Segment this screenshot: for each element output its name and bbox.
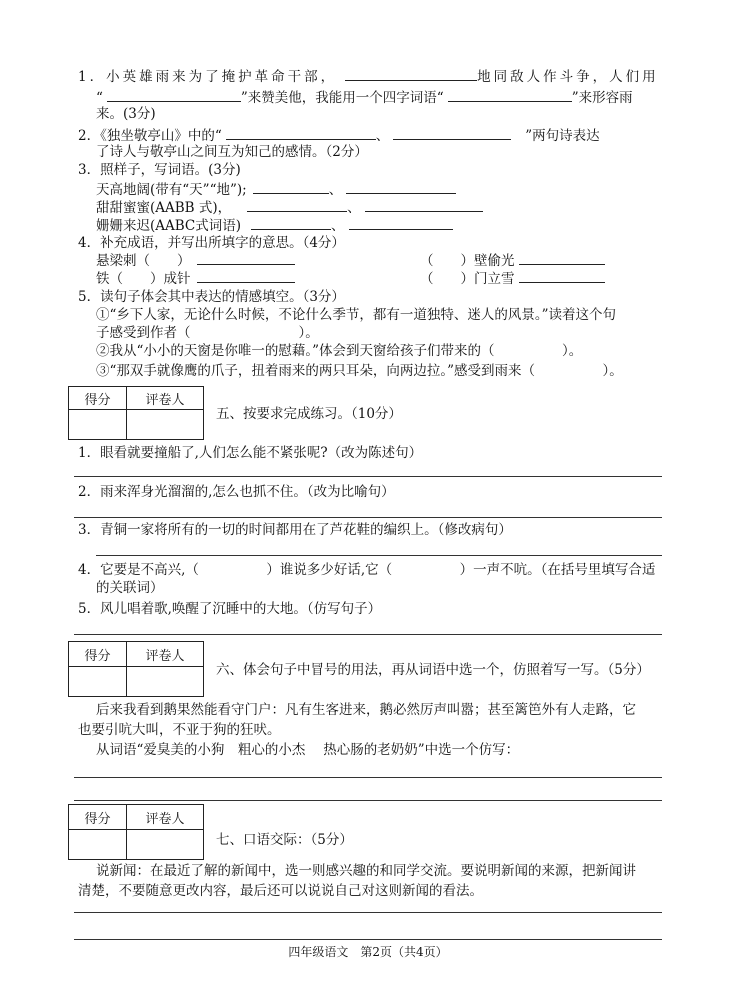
section-5-title: 五、按要求完成练习。（10分） bbox=[216, 406, 402, 422]
sec5-item4-a: 4．它要是不高兴,（ ）谁说多少好话,它（ ）一声不吭。（在括号里填写合适 bbox=[78, 562, 656, 578]
q3-blank-6[interactable] bbox=[349, 215, 453, 230]
answer-line[interactable] bbox=[96, 555, 662, 556]
score-box-5 bbox=[68, 386, 204, 440]
section-6-title: 六、体会句子中冒号的用法，再从词语中选一个，仿照着写一写。（5分） bbox=[216, 662, 650, 678]
answer-line[interactable] bbox=[74, 777, 662, 778]
page-footer: 四年级语文 第2页（共4页） bbox=[288, 945, 448, 959]
q1-line3: 来。(3分) bbox=[96, 106, 156, 122]
sec5-item3: 3．青铜一家将所有的一切的时间都用在了芦花鞋的编织上。（修改病句） bbox=[78, 522, 512, 538]
q5-sentence3: ③“那双手就像鹰的爪子，扭着雨来的两只耳朵，向两边拉。”感受到雨来（ ）。 bbox=[96, 363, 623, 379]
score-cell[interactable] bbox=[69, 410, 127, 440]
score-cell[interactable] bbox=[69, 667, 127, 697]
score-box-7 bbox=[68, 804, 204, 860]
q4-blank-b[interactable] bbox=[519, 250, 605, 265]
sec6-prompt: 从词语“爱臭美的小狗 粗心的小杰 热心肠的老奶奶”中选一个仿写： bbox=[96, 742, 520, 758]
sec5-item5: 5．风儿唱着歌,唤醒了沉睡中的大地。（仿写句子） bbox=[78, 601, 382, 617]
q4-idiom-b: （ ）壁偷光 bbox=[420, 250, 605, 270]
q3-row2: 甜甜蜜蜜(AABB 式)， 、 bbox=[96, 197, 483, 217]
q3-title: 3．照样子，写词语。(3分) bbox=[78, 162, 241, 178]
grader-label: 评卷人 bbox=[127, 387, 204, 410]
score-label: 得分 bbox=[69, 805, 127, 830]
q2-line1: 2．《独坐敬亭山》中的“ 、 ”两句诗表达 bbox=[78, 125, 600, 145]
score-label: 得分 bbox=[69, 387, 127, 410]
grader-label: 评卷人 bbox=[127, 805, 204, 830]
q4-idiom-d: （ ）门立雪 bbox=[420, 268, 605, 288]
answer-line[interactable] bbox=[74, 517, 662, 518]
sec5-item1: 1．眼看就要撞船了,人们怎么能不紧张呢?（改为陈述句） bbox=[78, 445, 423, 461]
grader-cell[interactable] bbox=[127, 830, 204, 860]
q3-row1: 天高地阔(带有“天”“地”); 、 bbox=[96, 179, 456, 199]
answer-line[interactable] bbox=[74, 634, 662, 635]
sec5-item4-b: 的关联词） bbox=[96, 580, 164, 596]
q3-blank-5[interactable] bbox=[251, 215, 331, 230]
q3-row3: 姗姗来迟(AABC式词语) 、 bbox=[96, 215, 453, 235]
score-label: 得分 bbox=[69, 642, 127, 667]
sec6-passage-b: 也要引吭大叫，不亚于狗的狂吠。 bbox=[78, 722, 281, 738]
sec5-item2: 2．雨来浑身光溜溜的,怎么也抓不住。（改为比喻句） bbox=[78, 484, 395, 500]
section-7-title: 七、口语交际：（5分） bbox=[216, 832, 353, 848]
sec7-passage-b: 清楚，不要随意更改内容，最后还可以说说自己对这则新闻的看法。 bbox=[78, 883, 483, 899]
footer-rule bbox=[74, 939, 662, 940]
score-cell[interactable] bbox=[69, 830, 127, 860]
q4-title: 4．补充成语，并写出所填字的意思。（4分） bbox=[78, 235, 345, 251]
q4-idiom-a: 悬梁刺（ ） bbox=[96, 250, 295, 270]
q1-blank-2[interactable] bbox=[107, 87, 241, 102]
q4-blank-d[interactable] bbox=[519, 268, 605, 283]
grader-cell[interactable] bbox=[127, 667, 204, 697]
q1-line2: “ ”来赞美他，我能用一个四字词语“ ”来形容雨 bbox=[96, 87, 633, 107]
sec6-passage-a: 后来我看到鹅果然能看守门户：凡有生客进来，鹅必然厉声叫嚣；甚至篱笆外有人走路，它 bbox=[96, 702, 636, 718]
q3-blank-2[interactable] bbox=[346, 179, 456, 194]
q3-blank-1[interactable] bbox=[253, 179, 329, 194]
q5-sentence1-b: 子感受到作者（ ）。 bbox=[96, 325, 319, 341]
q5-sentence1-a: ①“乡下人家，无论什么时候，不论什么季节，都有一道独特、迷人的风景。”读着这个句 bbox=[96, 307, 617, 323]
q2-line2: 了诗人与敬亭山之间互为知己的感情。（2分） bbox=[96, 144, 368, 160]
q3-blank-4[interactable] bbox=[365, 197, 483, 212]
q5-title: 5．读句子体会其中表达的情感填空。（3分） bbox=[78, 289, 345, 305]
grader-cell[interactable] bbox=[127, 410, 204, 440]
grader-label: 评卷人 bbox=[127, 642, 204, 667]
answer-line[interactable] bbox=[74, 912, 662, 913]
q1-blank-3[interactable] bbox=[448, 87, 572, 102]
q1-line1: 1．小英雄雨来为了掩护革命干部， 地同敌人作斗争，人们用 bbox=[78, 66, 659, 86]
score-box-6 bbox=[68, 641, 204, 697]
answer-line[interactable] bbox=[74, 800, 662, 801]
q1-blank-1[interactable] bbox=[345, 66, 477, 81]
q3-blank-3[interactable] bbox=[247, 197, 347, 212]
q4-blank-c[interactable] bbox=[197, 268, 295, 283]
sec7-passage-a: 说新闻：在最近了解的新闻中，选一则感兴趣的和同学交流。要说明新闻的来源，把新闻讲 bbox=[96, 863, 636, 879]
q2-blank-1[interactable] bbox=[226, 125, 376, 140]
q2-blank-2[interactable] bbox=[393, 125, 511, 140]
answer-line[interactable] bbox=[74, 476, 662, 477]
q4-blank-a[interactable] bbox=[197, 250, 295, 265]
q4-idiom-c: 铁（ ）成针 bbox=[96, 268, 295, 288]
q5-sentence2: ②我从“小小的天窗是你唯一的慰藉。”体会到天窗给孩子们带来的（ ）。 bbox=[96, 343, 583, 359]
